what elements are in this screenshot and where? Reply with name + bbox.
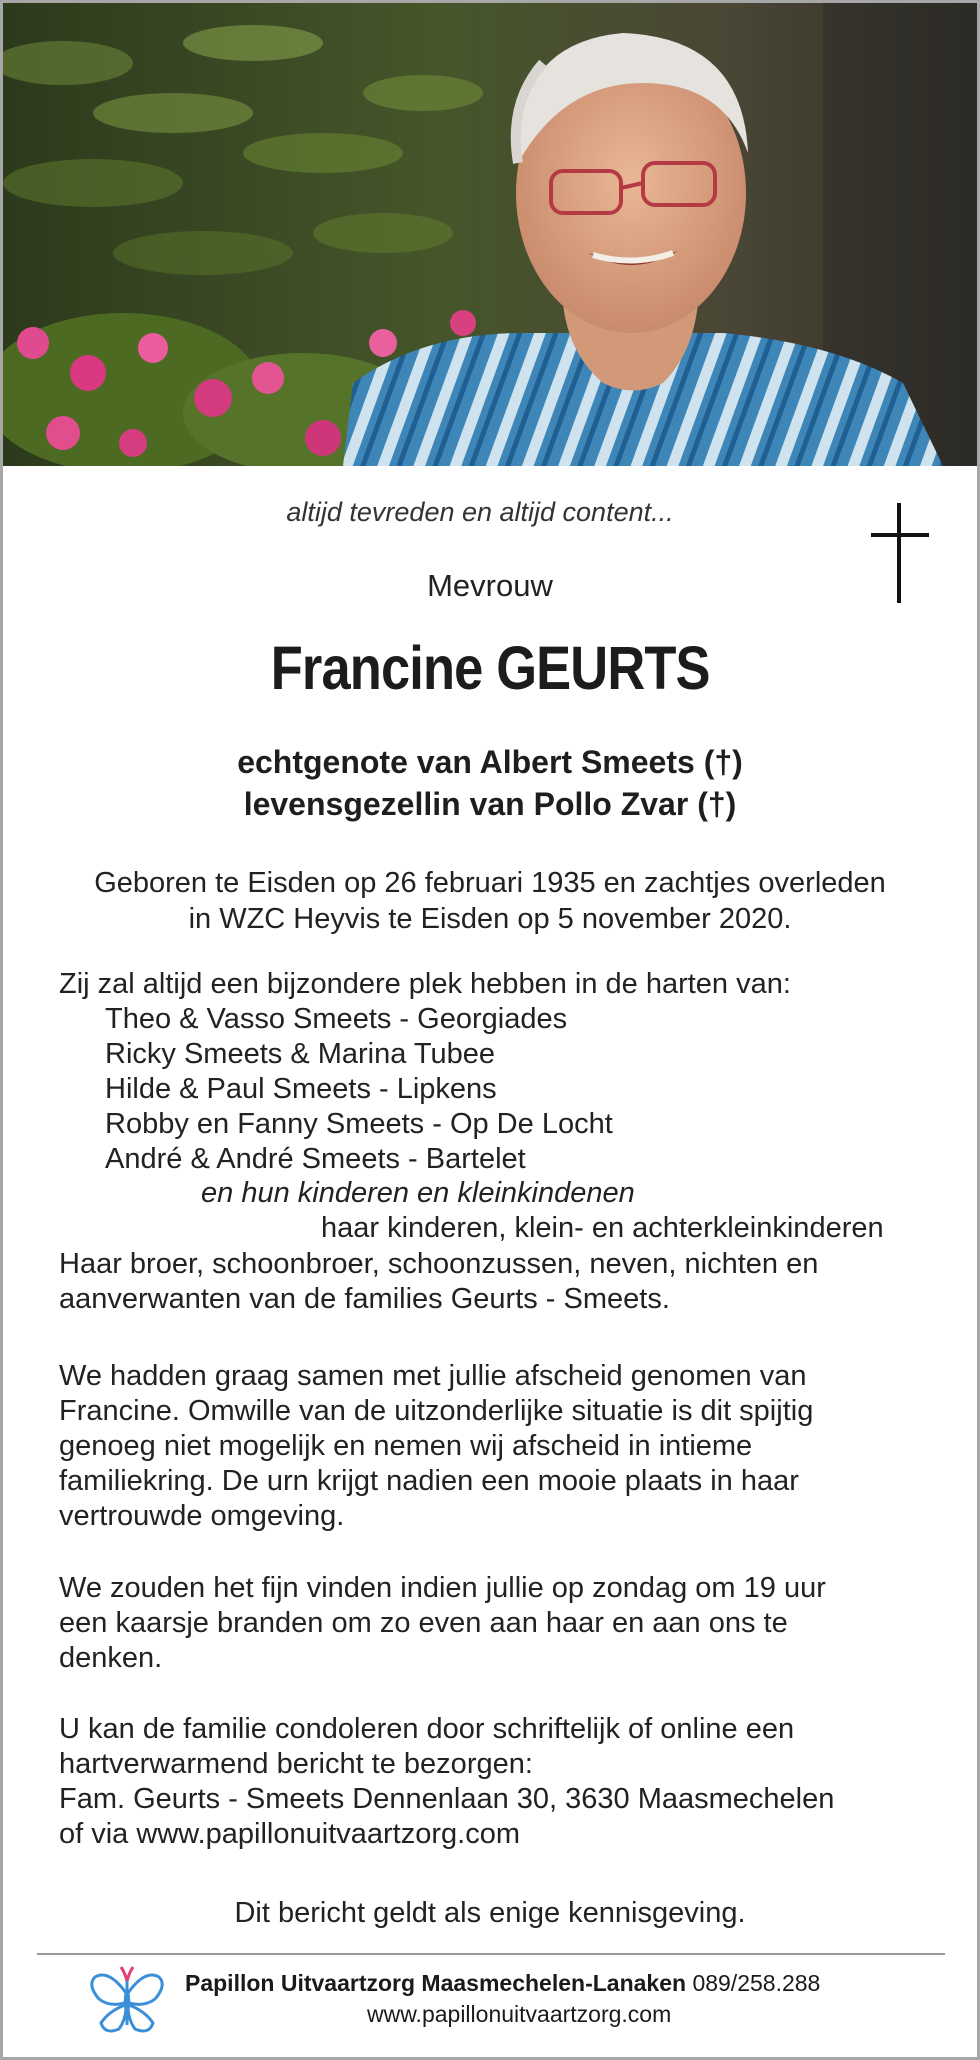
website-line: of via www.papillonuitvaartzorg.com [59,1818,520,1850]
heirs-intro: Zij zal altijd een bijzondere plek hebben in de harten van: [59,968,791,1000]
grandkids-line: haar kinderen, klein- en achterkleinkinderen [321,1212,884,1244]
paragraph-line: denken. [59,1642,163,1674]
candle-paragraph [59,1571,939,1676]
relations [3,741,977,825]
list-item: André & André Smeets - Bartelet [105,1143,526,1175]
paragraph-line: hartverwarmend bericht te bezorgen: [59,1748,533,1780]
paragraph-line: familiekring. De urn krijgt nadien een mooie plaats in haar [59,1465,799,1497]
death-line: in WZC Heyvis te Eisden op 5 november 2020. [188,903,792,935]
farewell-paragraph [59,1359,939,1534]
divider [37,1953,945,1955]
family-line-1: Haar broer, schoonbroer, schoonzussen, neven, nichten en [59,1248,819,1280]
phone-number[interactable]: 089/258.288 [692,1970,821,1996]
salutation: Mevrouw [427,568,553,603]
paragraph-line: U kan de familie condoleren door schriftelijk of online een [59,1713,795,1745]
website-link[interactable]: www.papillonuitvaartzorg.com [367,2001,672,2027]
partner-line: levensgezellin van Pollo Zvar (†) [243,786,737,822]
condolence-paragraph [59,1712,939,1852]
list-item: Theo & Vasso Smeets - Georgiades [105,1003,568,1035]
paragraph-line: vertrouwde omgeving. [59,1500,345,1532]
spouse-line: echtgenote van Albert Smeets (†) [237,744,743,780]
address-line: Fam. Geurts - Smeets Dennenlaan 30, 3630 Maasmechelen [59,1783,835,1815]
family-line-2: aanverwanten van de families Geurts - Smeets. [59,1283,670,1315]
funeral-home [185,1970,820,1997]
paragraph-line: genoeg niet mogelijk en nemen wij afscheid in intieme [59,1430,753,1462]
list-item: Robby en Fanny Smeets - Op De Locht [105,1108,613,1140]
closing-notice: Dit bericht geldt als enige kennisgeving. [234,1897,746,1929]
deceased-name: Francine GEURTS [270,634,710,702]
birth-death-info [3,865,977,937]
paragraph-line: een kaarsje branden om zo even aan haar en aan ons te [59,1607,788,1639]
family-line [59,1247,939,1317]
heirs-list [105,1002,613,1177]
paragraph-line: We hadden graag samen met jullie afscheid genomen van [59,1360,807,1392]
born-line: Geboren te Eisden op 26 februari 1935 en zachtjes overleden [94,867,886,899]
motto: altijd tevreden en altijd content... [286,497,674,527]
company-name: Papillon Uitvaartzorg Maasmechelen-Lanaken [185,1970,687,1996]
butterfly-icon [87,1963,167,2037]
list-item: Ricky Smeets & Marina Tubee [105,1038,496,1070]
list-item: Hilde & Paul Smeets - Lipkens [105,1073,497,1105]
kids-note: en hun kinderen en kleinkindenen [201,1177,635,1209]
paragraph-line: Francine. Omwille van de uitzonderlijke situatie is dit spijtig [59,1395,814,1427]
paragraph-line: We zouden het fijn vinden indien jullie op zondag om 19 uur [59,1572,826,1604]
portrait-photo [3,3,977,466]
